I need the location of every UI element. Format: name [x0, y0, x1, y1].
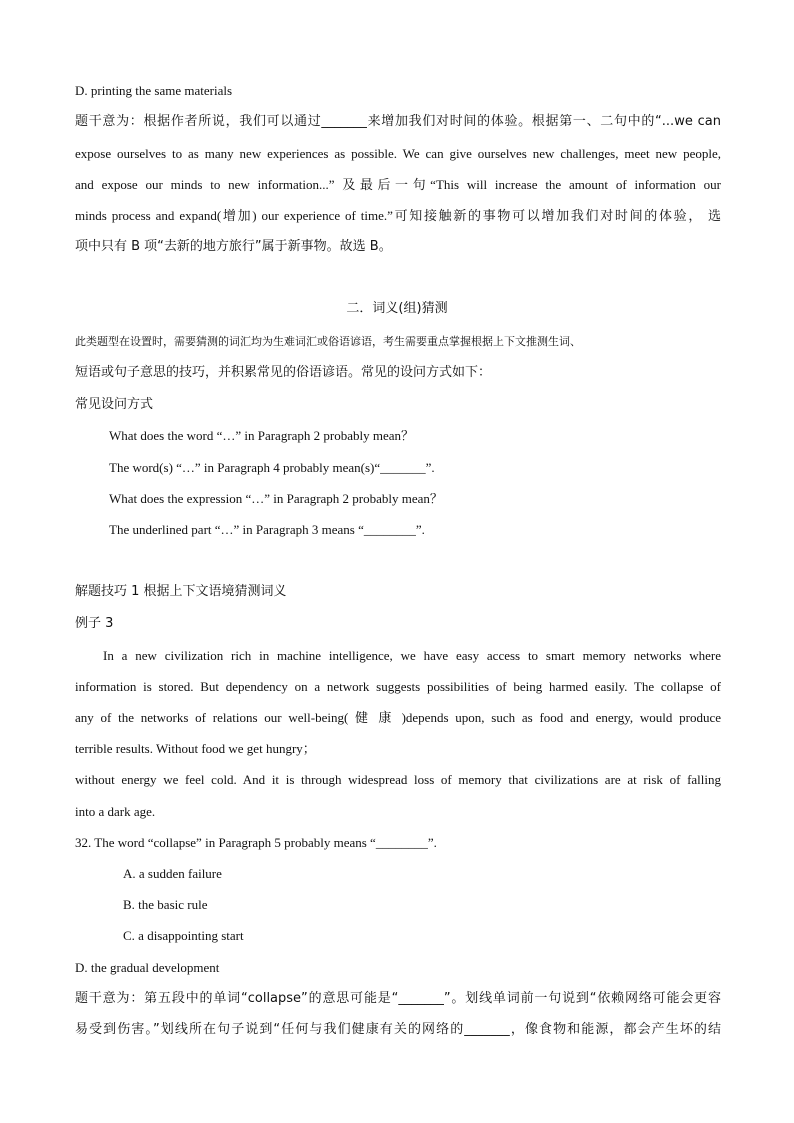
- passage-line: In a new civilization rich in machine intelligence, we have easy access to smart memory networks where: [103, 648, 721, 663]
- passage-line: any of the networks of relations our well-being( 健 康 )depends upon, such as food and energy, would produce: [75, 710, 721, 725]
- option-d: D. the gradual development: [75, 960, 220, 975]
- explanation-line: 题干意为：根据作者所说，我们可以通过_______来增加我们对时间的体验。根据第一、二句中的“...we can: [75, 114, 721, 129]
- explanation-line: 题干意为：第五段中的单词“collapse”的意思可能是“_______”。划线单词前一句说到“依赖网络可能会更容: [75, 991, 721, 1006]
- example-heading: 例子 3: [75, 616, 114, 631]
- question-pattern: The underlined part “…” in Paragraph 3 means “________”.: [109, 522, 425, 537]
- tip-heading: 解题技巧 1 根据上下文语境猜测词义: [75, 584, 287, 599]
- passage-line: terrible results. Without food we get hungry；: [75, 741, 316, 756]
- explanation-line: 易受到伤害。”划线所在句子说到“任何与我们健康有关的网络的_______，像食物和能源，都会产生坏的结: [75, 1022, 721, 1037]
- intro-line: 此类题型在设置时，需要猜测的词汇均为生难词汇或俗语谚语，考生需要重点掌握根据上下文推测生词、: [75, 335, 581, 348]
- passage-line: into a dark age.: [75, 804, 156, 819]
- question-pattern: What does the word “…” in Paragraph 2 probably mean？: [109, 428, 415, 443]
- intro-line: 短语或句子意思的技巧，并积累常见的俗语谚语。常见的设问方式如下：: [75, 365, 492, 380]
- passage-line: without energy we feel cold. And it is through widespread loss of memory that civilizations are at risk of falling: [75, 772, 721, 787]
- passage-line: information is stored. But dependency on a network suggests possibilities of being harmed easily. The collapse of: [75, 679, 721, 694]
- subheading: 常见设问方式: [75, 397, 154, 412]
- section-title: 二．词义(组)猜测: [346, 301, 448, 316]
- explanation-line: minds process and expand(增加) our experience of time.”可知接触新的事物可以增加我们对时间的体验， 选: [75, 208, 721, 223]
- explanation-line: 项中只有 B 项“去新的地方旅行”属于新事物。故选 B。: [75, 239, 392, 254]
- option-c: C. a disappointing start: [123, 928, 244, 943]
- question-pattern: The word(s) “…” in Paragraph 4 probably mean(s)“_______”.: [109, 460, 435, 475]
- option-a: A. a sudden failure: [123, 866, 222, 881]
- explanation-line: expose ourselves to as many new experiences as possible. We can give ourselves new challenges, meet new people,: [75, 146, 721, 161]
- question-pattern: What does the expression “…” in Paragraph 2 probably mean？: [109, 491, 443, 506]
- option-b: B. the basic rule: [123, 897, 208, 912]
- explanation-line: and expose our minds to new information...” 及最后一句“This will increase the amount of information our: [75, 177, 721, 192]
- option-d-prev: D. printing the same materials: [75, 83, 233, 98]
- question-32: 32. The word “collapse” in Paragraph 5 probably means “________”.: [75, 835, 437, 850]
